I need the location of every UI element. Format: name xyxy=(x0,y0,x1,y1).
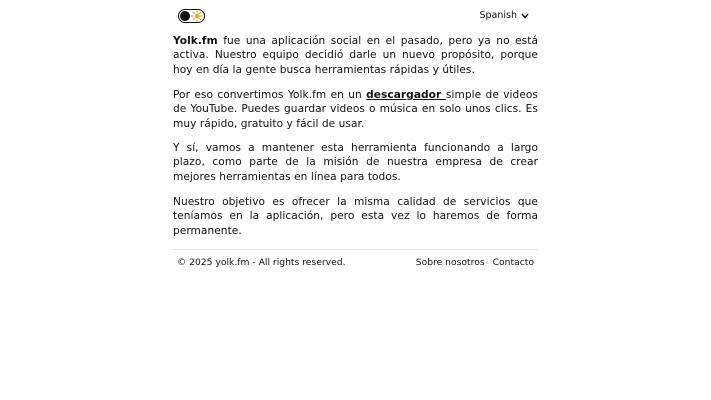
top-bar xyxy=(173,0,538,32)
longterm-paragraph: Y sí, vamos a mantener esta herramienta funcionando a largo plazo, como parte de la misión de nuestra empresa de crear mejores herramientas en línea para todos. xyxy=(173,142,538,183)
chevron-down-icon xyxy=(521,13,529,19)
toggle-knob xyxy=(180,11,190,21)
copyright-text: © 2025 yolk.fm - All rights reserved. xyxy=(177,257,346,268)
intro-text: fue una aplicación social en el pasado, pero ya no está activa. Nuestro equipo decidió darle un nuevo propósito, porque hoy en día la gente busca herramientas rápidas y útiles. xyxy=(173,35,538,76)
downloader-paragraph xyxy=(173,88,538,131)
footer-links xyxy=(416,257,538,268)
downloader-link[interactable]: descargador xyxy=(366,89,446,101)
footer-divider xyxy=(173,249,538,250)
language-selector[interactable] xyxy=(479,10,529,21)
about-link[interactable]: Sobre nosotros xyxy=(415,257,485,268)
brand-name: Yolk.fm xyxy=(173,35,218,47)
contact-link[interactable]: Contacto xyxy=(492,257,534,268)
language-label: Spanish xyxy=(479,10,517,21)
theme-toggle[interactable] xyxy=(178,9,205,23)
sun-icon xyxy=(191,10,203,22)
footer xyxy=(173,257,538,268)
downloader-text-after: simple de videos de YouTube. Puedes guardar videos o música en solo unos clics. Es muy rápido, gratuito y fácil de usar. xyxy=(173,89,538,130)
main-content xyxy=(173,0,538,268)
goal-paragraph: Nuestro objetivo es ofrecer la misma calidad de servicios que teníamos en la aplicación, pero esta vez lo haremos de forma permanente. xyxy=(173,196,538,237)
downloader-text-before: Por eso convertimos Yolk.fm en un xyxy=(173,89,367,101)
intro-paragraph xyxy=(173,34,538,77)
